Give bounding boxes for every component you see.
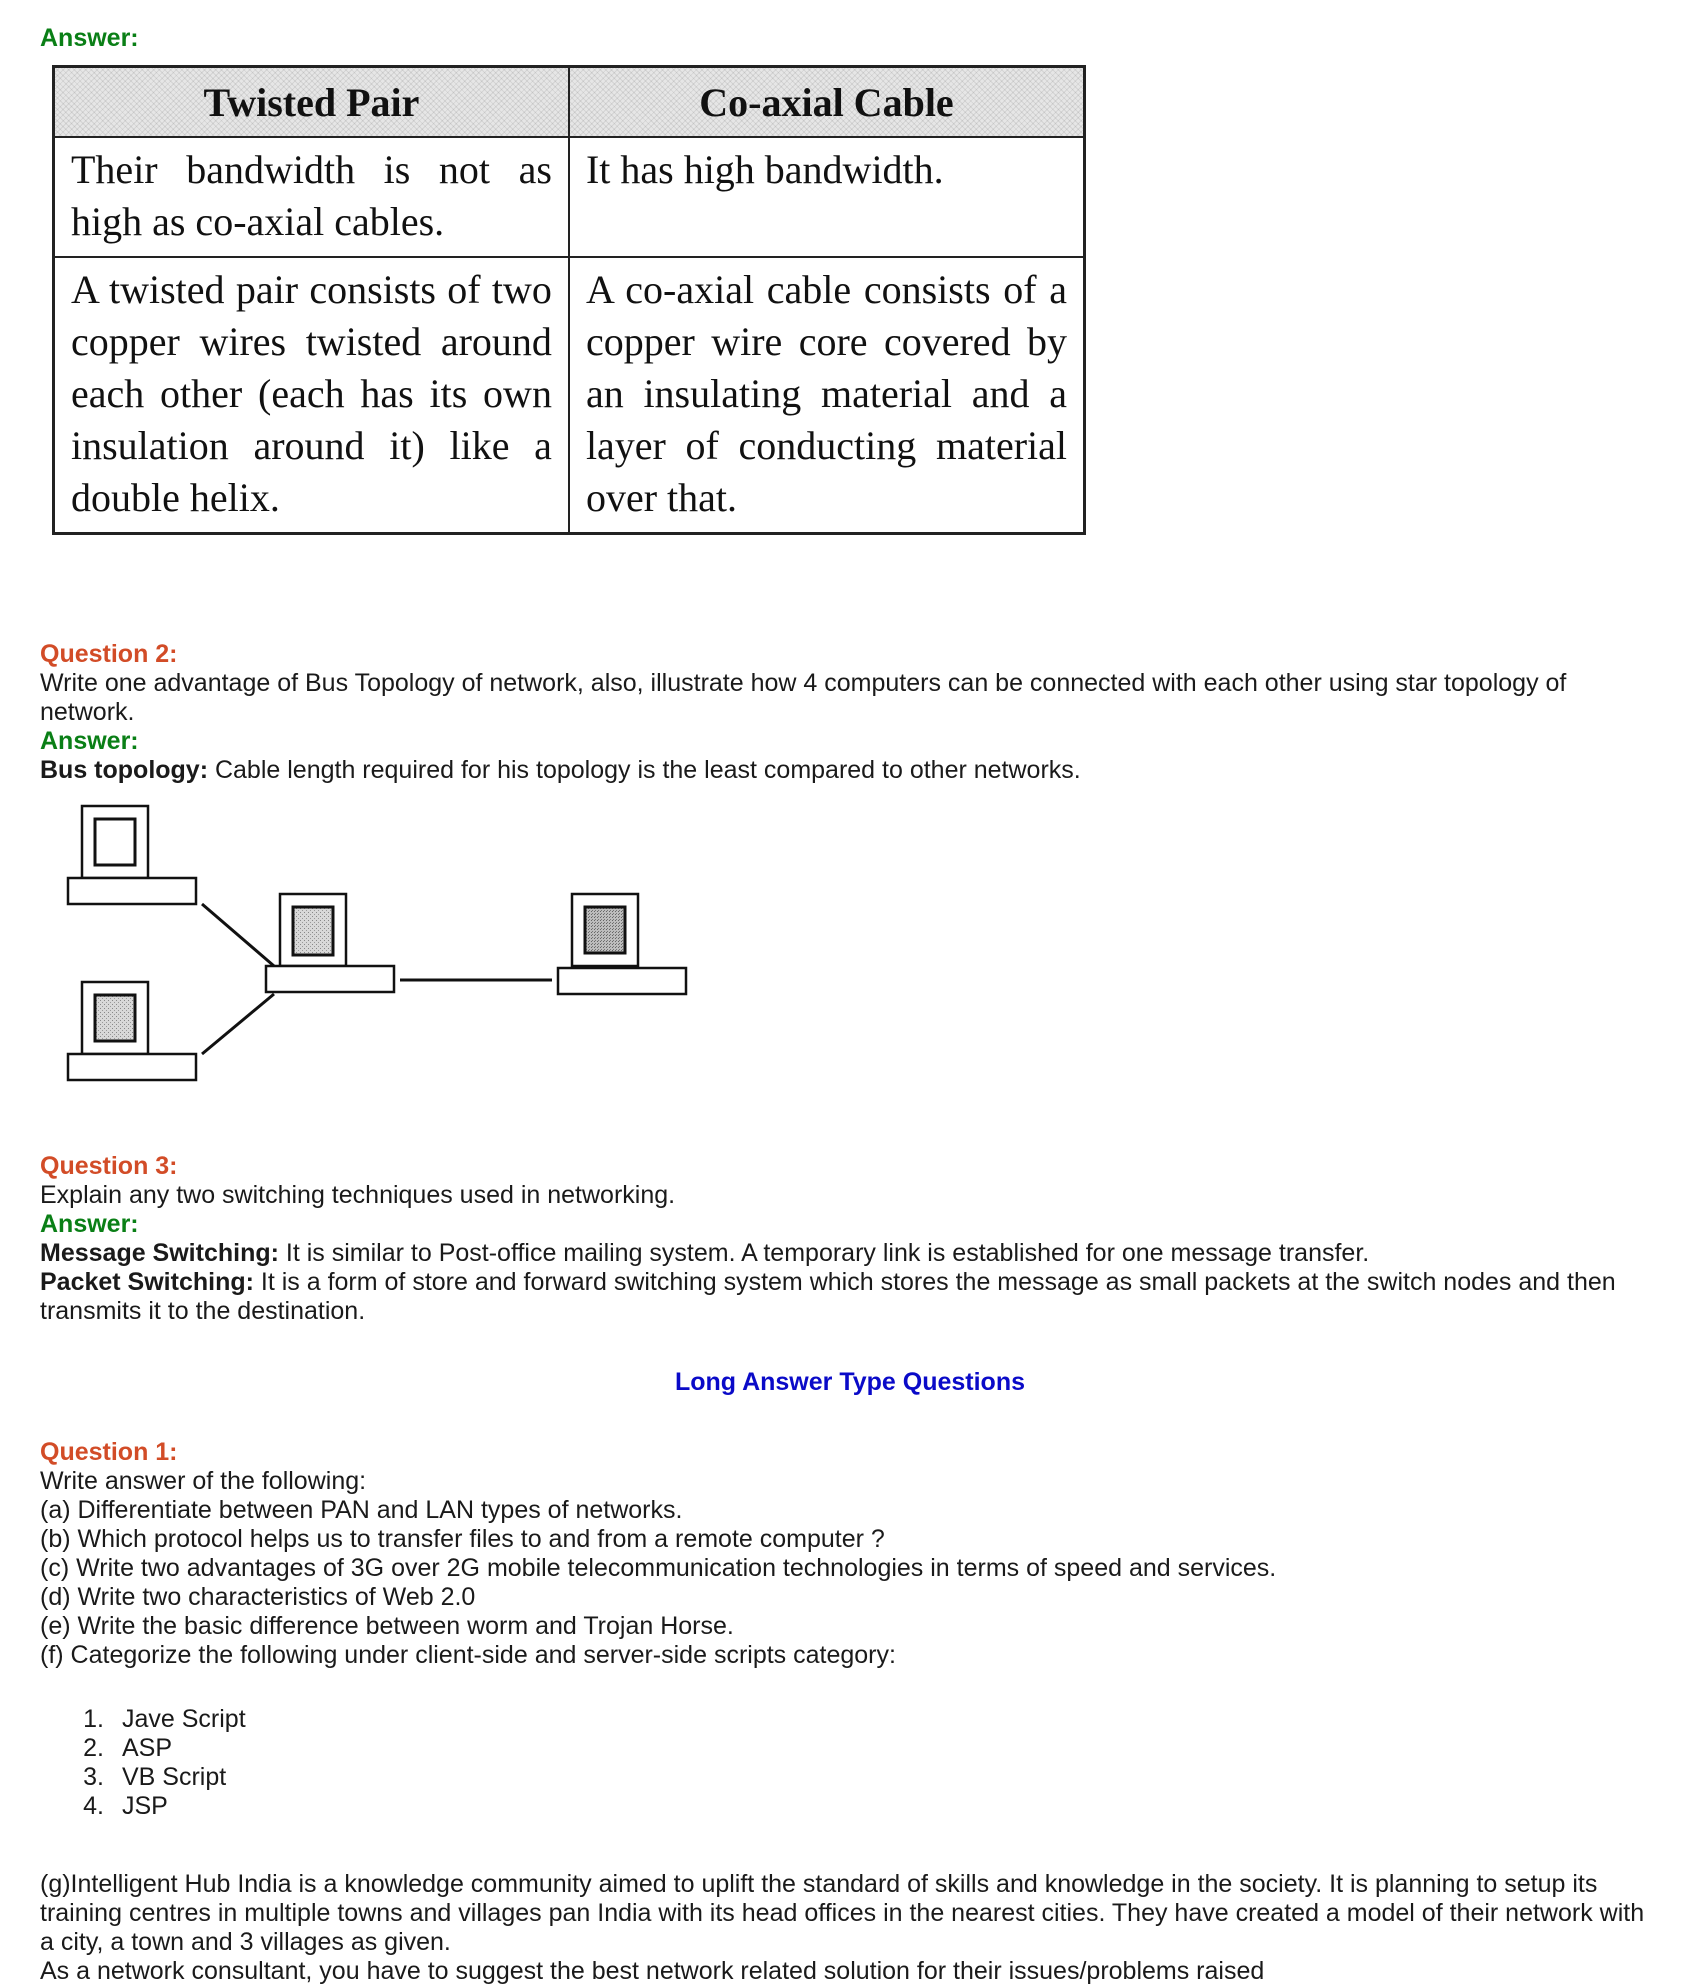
table-header-coaxial-cable: Co-axial Cable: [569, 67, 1085, 138]
part-e: (e) Write the basic difference between worm and Trojan Horse.: [40, 1612, 734, 1640]
computer-right-icon: [558, 894, 686, 994]
list-item: 4. JSP: [83, 1792, 168, 1820]
part-g-line4: As a network consultant, you have to suggest the best network related solution for their issues/problems raised: [40, 1957, 1265, 1985]
list-item: 3. VB Script: [83, 1763, 227, 1791]
table-row: [54, 137, 1085, 257]
part-g-line2: training centres in multiple towns and villages pan India with its head offices in the nearest cities. They have created a model of their network with: [40, 1899, 1645, 1927]
table-header-twisted-pair: Twisted Pair: [54, 67, 569, 138]
computer-center-icon: [266, 894, 394, 992]
part-g-line1: (g)Intelligent Hub India is a knowledge community aimed to uplift the standard of skills and knowledge in the society. It is planning to setup its: [40, 1870, 1598, 1898]
part-d: (d) Write two characteristics of Web 2.0: [40, 1583, 476, 1611]
bus-topology-text: Cable length required for his topology is the least compared to other networks.: [208, 756, 1081, 784]
question-2-answer: [40, 756, 1081, 785]
long-question-1-label: Question 1:: [40, 1438, 178, 1466]
question-3-answer-label: Answer:: [40, 1210, 139, 1238]
part-a: (a) Differentiate between PAN and LAN types of networks.: [40, 1496, 683, 1524]
comparison-table: [52, 65, 1086, 535]
computer-bottom-left-icon: [68, 982, 196, 1080]
packet-switching-answer: [40, 1268, 1616, 1297]
computer-top-left-icon: [68, 806, 196, 904]
packet-switching-text-line2: transmits it to the destination.: [40, 1297, 366, 1325]
table-cell: It has high bandwidth.: [569, 137, 1085, 257]
question-2-text-line1: Write one advantage of Bus Topology of network, also, illustrate how 4 computers can be connected with each other using star topology of: [40, 669, 1567, 697]
script-list: [52, 1705, 246, 1821]
part-b: (b) Which protocol helps us to transfer files to and from a remote computer ?: [40, 1525, 885, 1553]
question-3-label: Question 3:: [40, 1152, 178, 1180]
message-switching-answer: [40, 1239, 1369, 1268]
part-f: (f) Categorize the following under client-side and server-side scripts category:: [40, 1641, 896, 1669]
list-item: 1. Jave Script: [83, 1705, 246, 1733]
message-switching-term: Message Switching:: [40, 1239, 279, 1267]
bus-topology-term: Bus topology:: [40, 756, 209, 784]
question-2-answer-label: Answer:: [40, 727, 139, 755]
packet-switching-term: Packet Switching:: [40, 1268, 254, 1296]
section-heading: Long Answer Type Questions: [674, 1368, 1026, 1396]
answer-label: Answer:: [40, 24, 139, 52]
message-switching-text: It is similar to Post-office mailing system. A temporary link is established for one message transfer.: [278, 1239, 1370, 1267]
table-cell: A twisted pair consists of two copper wires twisted around each other (each has its own insulation around it) like a double helix.: [54, 257, 569, 534]
table-cell: A co-axial cable consists of a copper wire core covered by an insulating material and a layer of conducting material over that.: [569, 257, 1085, 534]
question-2-label: Question 2:: [40, 640, 178, 668]
part-g-line3: a city, a town and 3 villages as given.: [40, 1928, 451, 1956]
star-topology-diagram: [60, 800, 750, 1100]
long-question-1-intro: Write answer of the following:: [40, 1467, 367, 1495]
table-header-row: [54, 67, 1085, 138]
packet-switching-text-line1: It is a form of store and forward switching system which stores the message as small packets at the switch nodes and then: [253, 1268, 1616, 1296]
question-3-text: Explain any two switching techniques used in networking.: [40, 1181, 676, 1209]
table-row: [54, 257, 1085, 534]
question-2-text-line2: network.: [40, 698, 135, 726]
table-cell: Their bandwidth is not as high as co-axial cables.: [54, 137, 569, 257]
part-c: (c) Write two advantages of 3G over 2G mobile telecommunication technologies in terms of speed and services.: [40, 1554, 1277, 1582]
list-item: 2. ASP: [83, 1734, 173, 1762]
